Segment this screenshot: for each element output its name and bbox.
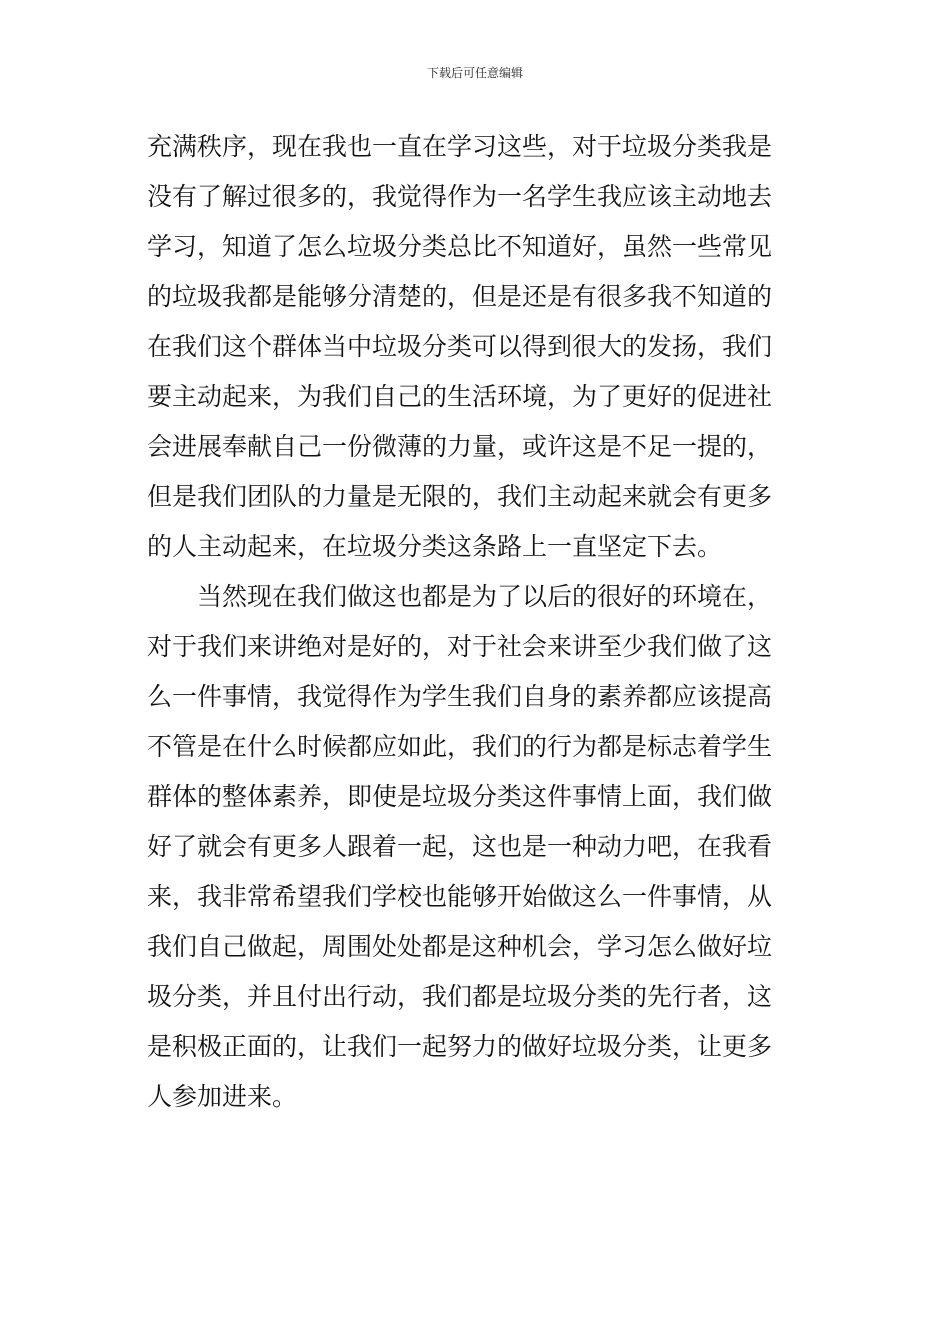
text-line: 好了就会有更多人跟着一起，这也是一种动力吧，在我看 [147, 832, 773, 861]
text-line: 不管是在什么时候都应如此，我们的行为都是标志着学生 [147, 732, 773, 761]
text-line: 的人主动起来，在垃圾分类这条路上一直坚定下去。 [147, 532, 723, 561]
text-line: 当然现在我们做这也都是为了以后的很好的环境在， [147, 582, 773, 611]
page-header: 下载后可任意编辑 [426, 66, 523, 80]
text-line: 会进展奉献自己一份微薄的力量，或许这是不足一提的， [147, 432, 773, 461]
text-line: 要主动起来，为我们自己的生活环境，为了更好的促进社 [147, 382, 773, 411]
text-line: 没有了解过很多的，我觉得作为一名学生我应该主动地去 [147, 182, 773, 211]
text-line: 来，我非常希望我们学校也能够开始做这么一件事情，从 [147, 882, 773, 911]
text-line: 我们自己做起，周围处处都是这种机会，学习怎么做好垃 [147, 932, 773, 961]
text-line: 但是我们团队的力量是无限的，我们主动起来就会有更多 [147, 482, 773, 511]
text-line: 群体的整体素养，即使是垃圾分类这件事情上面，我们做 [147, 782, 773, 811]
text-line: 对于我们来讲绝对是好的，对于社会来讲至少我们做了这 [147, 632, 773, 661]
text-line: 是积极正面的，让我们一起努力的做好垃圾分类，让更多 [147, 1032, 773, 1061]
text-line: 的垃圾我都是能够分清楚的，但是还是有很多我不知道的 [147, 282, 773, 311]
text-line: 么一件事情，我觉得作为学生我们自身的素养都应该提高 [147, 682, 773, 711]
text-line: 在我们这个群体当中垃圾分类可以得到很大的发扬，我们 [147, 332, 773, 361]
text-line: 学习，知道了怎么垃圾分类总比不知道好，虽然一些常见 [147, 232, 773, 261]
text-line: 充满秩序，现在我也一直在学习这些，对于垃圾分类我是 [147, 132, 773, 161]
body-text [147, 122, 811, 1122]
text-line: 人参加进来。 [147, 1082, 298, 1111]
text-line: 圾分类，并且付出行动，我们都是垃圾分类的先行者，这 [147, 982, 773, 1011]
